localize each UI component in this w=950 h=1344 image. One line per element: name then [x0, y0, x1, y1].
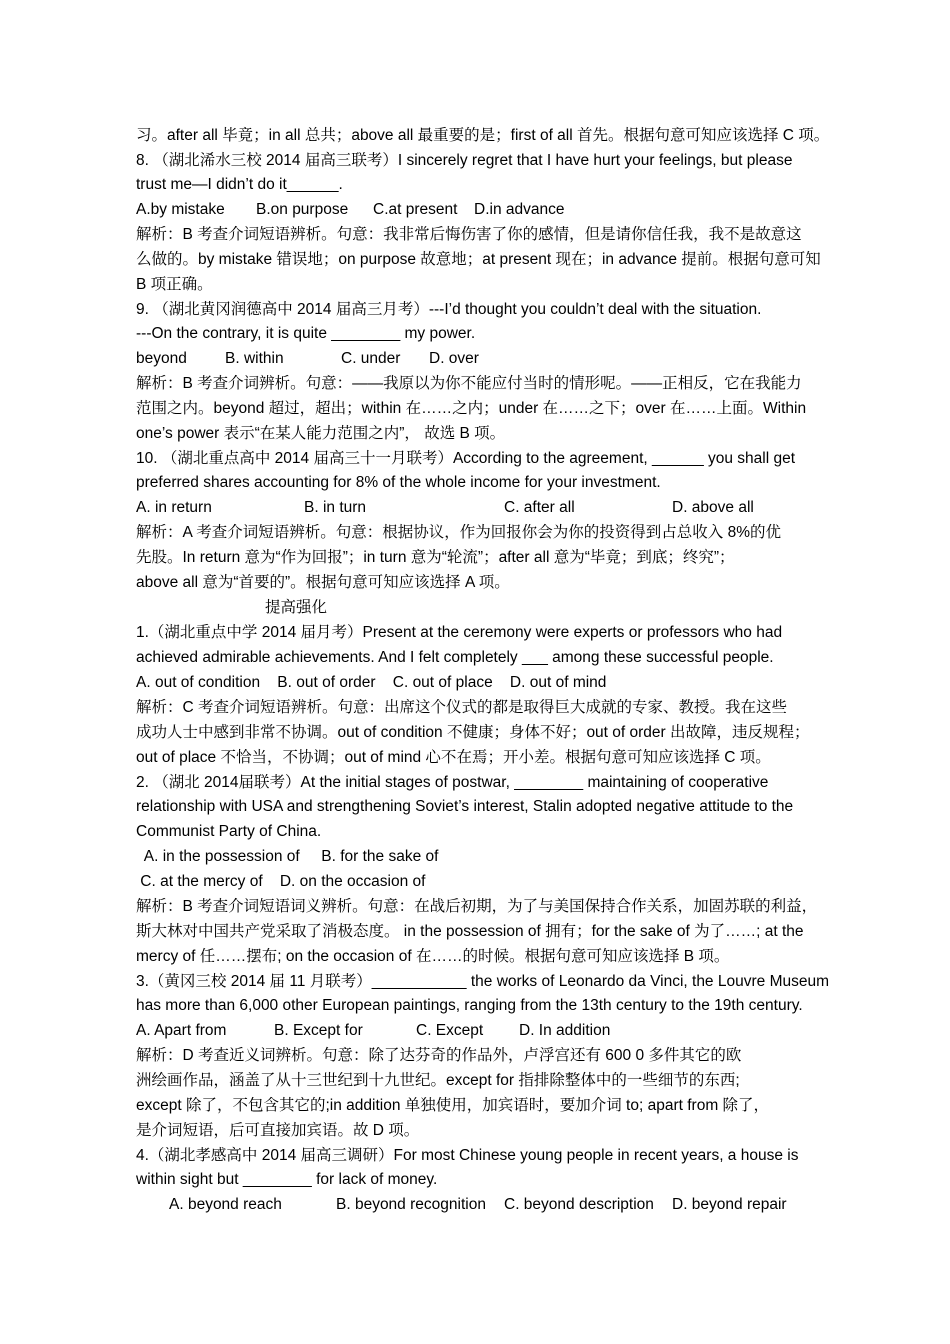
question-8-stem: 8. （湖北浠水三校 2014 届高三联考）I sincerely regret that I have hurt your feelings, but please [136, 152, 793, 169]
question-2-stem: 2. （湖北 2014届联考）At the initial stages of postwar, ________ maintaining of cooperative [136, 774, 769, 791]
question-3-stem: 3.（黄冈三校 2014 届 11 月联考）___________ the works of Leonardo da Vinci, the Louvre Museum [136, 973, 829, 990]
analysis-line: 先股。In return 意为“作为回报”；in turn 意为“轮流”；after all 意为“毕竟；到底；终究”； [136, 549, 735, 566]
analysis-line: 解析：A 考查介词短语辨析。句意：根据协议，作为回报你会为你的投资得到占总收入 8%的优 [136, 524, 782, 541]
option-c: C. beyond description [504, 1196, 654, 1213]
analysis-line: above all 意为“首要的”。根据句意可知应该选择 A 项。 [136, 574, 510, 591]
option-a: A. Apart from [136, 1022, 227, 1039]
question-9-stem: 9. （湖北黄冈润德高中 2014 届高三月考）---I’d thought you couldn’t deal with the situation. [136, 301, 762, 318]
option-a: A. beyond reach [169, 1196, 282, 1213]
option-a: A. in return [136, 499, 212, 516]
analysis-line: mercy of 任……摆布; on the occasion of 在……的时候。根据句意可知应该选择 B 项。 [136, 948, 730, 965]
option-c: C. after all [504, 499, 575, 516]
question-8-options [136, 200, 816, 220]
option-b: B. Except for [274, 1022, 363, 1039]
option-d: D.in advance [474, 201, 565, 218]
text-line: within sight but ________ for lack of money. [136, 1171, 438, 1188]
question-1-options: A. out of condition B. out of order C. out of place D. out of mind [136, 674, 607, 691]
text-line: 习。after all 毕竟；in all 总共；above all 最重要的是；first of all 首先。根据句意可知应该选择 C 项。 [136, 127, 830, 144]
option-a: beyond [136, 350, 187, 367]
analysis-line: 解析：B 考查介词短语辨析。句意：我非常后悔伤害了你的感情，但是请你信任我，我不是故意这 [136, 226, 802, 243]
analysis-line: 洲绘画作品，涵盖了从十三世纪到十九世纪。except for 指排除整体中的一些细节的东西; [136, 1072, 740, 1089]
analysis-line: 范围之内。beyond 超过，超出；within 在……之内；under 在……之下；over 在……上面。Within [136, 400, 807, 417]
option-c: C. Except [416, 1022, 484, 1039]
option-d: D. above all [672, 499, 754, 516]
analysis-line: 是介词短语，后可直接加宾语。故 D 项。 [136, 1122, 420, 1139]
option-c: C. under [341, 350, 401, 367]
option-d: D. In addition [519, 1022, 611, 1039]
option-b: B. beyond recognition [336, 1196, 486, 1213]
analysis-line: 么做的。by mistake 错误地；on purpose 故意地；at present 现在；in advance 提前。根据句意可知 [136, 251, 821, 268]
analysis-line: 解析：C 考查介词短语辨析。句意：出席这个仪式的都是取得巨大成就的专家、教授。我在这些 [136, 699, 788, 716]
question-1-stem: 1.（湖北重点中学 2014 届月考）Present at the ceremony were experts or professors who had [136, 624, 783, 641]
question-2-options-cd: C. at the mercy of D. on the occasion of [136, 873, 426, 890]
question-10-stem: 10. （湖北重点高中 2014 届高三十一月联考）According to the agreement, ______ you shall get [136, 450, 796, 467]
section-heading: 提高强化 [265, 599, 328, 616]
option-b: B. within [225, 350, 284, 367]
text-line: ---On the contrary, it is quite ________ my power. [136, 325, 476, 342]
question-9-options [136, 349, 816, 369]
option-d: D. over [429, 350, 479, 367]
option-b: B.on purpose [256, 201, 349, 218]
option-a: A.by mistake [136, 201, 225, 218]
question-4-options [136, 1195, 816, 1215]
option-c: C.at present [373, 201, 458, 218]
text-line: relationship with USA and strengthening Soviet’s interest, Stalin adopted negative attitude to the [136, 798, 794, 815]
option-b: B. in turn [304, 499, 367, 516]
analysis-line: B 项正确。 [136, 276, 213, 293]
analysis-line: except 除了，不包含其它的;in addition 单独使用，加宾语时，要加介词 to; apart from 除了， [136, 1097, 770, 1114]
analysis-line: out of place 不恰当，不协调；out of mind 心不在焉；开小差。根据句意可知应该选择 C 项。 [136, 749, 771, 766]
text-line: trust me—I didn’t do it______. [136, 176, 343, 193]
text-line: Communist Party of China. [136, 823, 322, 840]
text-line: preferred shares accounting for 8% of the whole income for your investment. [136, 474, 661, 491]
analysis-line: 解析：B 考查介词辨析。句意：——我原以为你不能应付当时的情形呢。——正相反，它在我能力 [136, 375, 802, 392]
question-4-stem: 4.（湖北孝感高中 2014 届高三调研）For most Chinese young people in recent years, a house is [136, 1147, 799, 1164]
analysis-line: 斯大林对中国共产党采取了消极态度。 in the possession of 拥有；for the sake of 为了……; at the [136, 923, 804, 940]
analysis-line: 解析：B 考查介词短语词义辨析。句意：在战后初期，为了与美国保持合作关系，加固苏联的利益， [136, 898, 818, 915]
text-line: achieved admirable achievements. And I felt completely ___ among these successful people. [136, 649, 774, 666]
option-d: D. beyond repair [672, 1196, 787, 1213]
analysis-line: 成功人士中感到非常不协调。out of condition 不健康；身体不好；out of order 出故障，违反规程； [136, 724, 810, 741]
analysis-line: one’s power 表示“在某人能力范围之内”， 故选 B 项。 [136, 425, 506, 442]
question-3-options [136, 1021, 816, 1041]
text-line: has more than 6,000 other European paintings, ranging from the 13th century to the 19th century. [136, 997, 803, 1014]
analysis-line: 解析：D 考查近义词辨析。句意：除了达芬奇的作品外，卢浮宫还有 600 0 多件其它的欧 [136, 1047, 742, 1064]
question-10-options [136, 498, 816, 518]
question-2-options-ab: A. in the possession of B. for the sake of [136, 848, 439, 865]
